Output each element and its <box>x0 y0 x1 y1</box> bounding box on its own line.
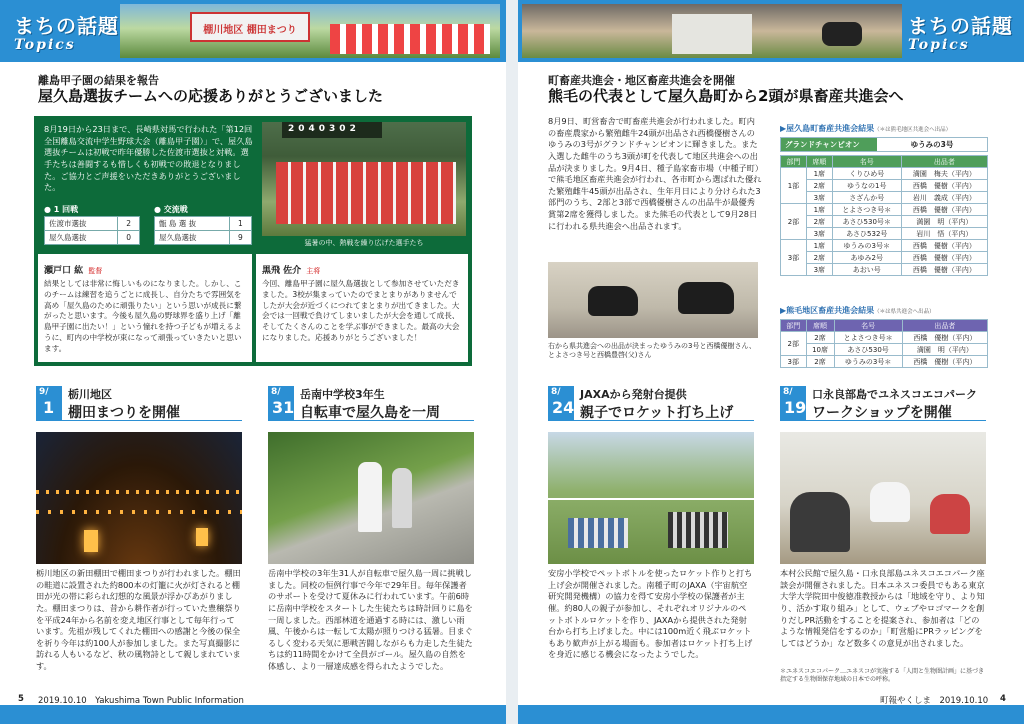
tanada-text: 栃川地区の新田棚田で棚田まつりが行われました。棚田の畦道に設置された約800本の灯籠に火が灯されると棚田が光の帯に彩られ幻想的な風景が浮かびあがりました。棚田まつりは、昔から耕作者が行っていた豊穣祭りを平成24年から名前を変え地区行事として毎年行っています。先祖が残してくれた棚田への感謝と今後の保全を祈り今年は約100人が参加しました。また写真撮影に訪れる人もいるなど、秋の風物詩として親しまれています。 <box>36 568 241 672</box>
brand-title: まちの話題 <box>14 14 119 38</box>
players-image <box>276 162 456 224</box>
brand-subtitle: Topics <box>14 37 76 53</box>
cyclist-image <box>392 468 412 528</box>
footer-right-text: 町報やくしま 2019.10.10 <box>880 696 989 706</box>
footer-bar-right <box>518 705 1024 724</box>
captain-comment: 今回、離島甲子園に屋久島選抜として参加させていただきました。3校が集まっていたのでまとまりがありませんでしたが大会が近づくにつれてまとまりが出てきました。大会では一回戦で負けてしまいましたが大会を通して成長、そしてたくさんのことを学ぶ事ができました。最高の大会になりました。応援ありがとうございました！ <box>262 279 460 342</box>
header-photo-events <box>522 4 902 58</box>
grand-champion-row: グランドチャンピオン ゆうみの3号 <box>780 137 988 152</box>
footer-bar-left <box>0 705 506 724</box>
cattle-image <box>822 22 862 46</box>
participant-image <box>870 482 910 522</box>
event-image <box>672 14 752 54</box>
town-results <box>780 116 988 276</box>
bicycle-headline: 自転車で屋久島を一周 <box>300 405 440 421</box>
unesco-note: ＊ユネスコエコパーク…ユネスコが実施する「人間と生物圏計画」に基づき指定する生物圏保存地域の日本での呼称。 <box>780 668 985 684</box>
cattle-text: 8月9日、町営畜舎で町畜産共進会が行われました。町内の畜産農家から繁殖雌牛24頭が出品され西橋優樹さんのゆうみの3号がグランドチャンピオンに輝きました。また入選した雌牛のうち3頭が町を代表して地区共進会への出品が決まりました。9月4日、種子島家畜市場（中種子町）で熊毛地区畜産共進会が行われ、各市町から選ばれた優れた繁殖雌牛45頭が出品され、生年月日により分けられた3部門のうち、2部と3部で西橋優樹さんの出品牛が最優秀賞第2席を獲得しました。また熊毛の代表として9月28日に行われる県共進会へ出品されます。 <box>548 116 762 231</box>
coach-name: 瀬戸口 紘 <box>44 266 84 276</box>
header-right <box>518 0 1024 62</box>
round2-label: ● 交流戦 <box>154 205 188 214</box>
tanada-title <box>68 386 180 422</box>
town-results-table: 部門 席順 名号 出品者 1部 1席 くりひめ号 満園 梅夫（平内） 2席 ゆうなの1号 西橋 優樹（平内） 3席 さざんか号 岩川 義成（平内） 2部 1席 とよさつき号＊ 西橋 優樹（平内） 2席 あさひ530号＊ 満園 明（平内） 3席 あさひ532号 岩川 悟（平内） 3部 1席 ゆうみの3号＊ 西橋 優樹（平内） 2席 あゆみ2号 西橋 優樹（平内） 3席 あおい号 西橋 優樹（平内） <box>780 155 988 276</box>
unesco-kicker: 口永良部島でユネスコエコパーク <box>812 388 977 401</box>
brand-subtitle: Topics <box>908 37 970 53</box>
page-number-left: 5 <box>18 694 24 704</box>
festival-banner: 棚川地区 棚田まつり <box>190 12 310 42</box>
cattle-photo <box>548 262 758 338</box>
scoreboard: 2040302 <box>282 122 382 138</box>
coach-comment: 結果としては非常に悔しいものになりました。しかし、このチームは練習を追うごとに成長し、自分たちで雰囲気を高め「屋久島のために頑張りたい」という思いが成長に繋がったと思います。今後も屋久島の野球界を盛り上げ「離島甲子園に出たい！」という憧れを持つ子どもが増えるように、町内の中学校が束になって頑張っていきたいと思います。 <box>44 279 242 353</box>
rocket-title <box>580 386 733 422</box>
workshop-photo <box>780 432 986 564</box>
unesco-title <box>812 386 977 422</box>
cow-image <box>678 282 734 314</box>
town-results-title: ▶屋久島町畜産共進会結果 <box>780 124 875 133</box>
comment-captain <box>256 254 468 362</box>
team-crowd-image <box>330 24 490 54</box>
page-number-right: 4 <box>1000 694 1006 704</box>
brand-left <box>14 10 119 53</box>
rocket-kicker: JAXAから発射台提供 <box>580 388 687 401</box>
cow-image <box>588 286 638 316</box>
rocket-headline: 親子でロケット打ち上げ <box>580 405 734 421</box>
tanada-kicker: 栃川地区 <box>68 388 112 401</box>
rocket-photo <box>548 432 754 564</box>
cyclist-image <box>358 462 382 532</box>
participant-image <box>930 494 970 534</box>
koshien-box <box>34 116 472 366</box>
bicycle-kicker: 岳南中学校3年生 <box>300 388 385 401</box>
round1-table: 佐渡市選抜 2 屋久島選抜 0 <box>44 216 140 245</box>
brand-right <box>908 10 1013 53</box>
gutter <box>506 0 518 724</box>
unesco-text: 本村公民館で屋久島・口永良部島ユネスコエコパーク座談会が開催されました。日本ユネスコ委員でもある東京大学大学院田中俊徳准教授からは「地域を守り、より知り、活かす取り組み」として、ウェブやロゴマークを創りだしPR活動をすることを提案され、参加者は「どのような情報発信をするのか」「町営船にPRラッピングをしてはどうか」など数多くの意見が出されました。 <box>780 568 985 648</box>
round1-label: ● 1 回戦 <box>44 205 79 214</box>
coach-role: 監督 <box>88 267 103 275</box>
date-badge-bicycle: 8/ 31 <box>268 386 294 420</box>
bicycle-text: 岳南中学校の3年生31人が自転車で屋久島一周に挑戦しました。同校の恒例行事で今年で29年目。毎年保護者のサポートを受けて夏休みに行われています。午前6時に岳南中学校をスタートした生徒たちは時計回りに島を一周しました。西部林道を通過する時には、激しい雨風、午後からは一転して太陽が照りつける猛暑。目まぐるしく変わる天気に悪戦苦闘しながらも力走した生徒たちは約11時間をかけて全員がゴール。屋久島の自然を体感し、より一層達成感を得られたようでした。 <box>268 568 473 672</box>
captain-name: 黒飛 佐介 <box>262 266 302 276</box>
lantern-icon <box>196 528 208 546</box>
participant-image <box>790 492 850 552</box>
rocket-text: 安房小学校でペットボトルを使ったロケット作りと打ち上げ会が開催されました。南種子町のJAXA（宇宙航空研究開発機構）の協力を得て安房小学校の保護者が主催。約80人の親子が参加し、それぞれオリジナルのペットボトルロケットを作り、JAXAから提供された発射台から打ち上げました。中には100m近く飛ぶロケットもあり歓声が上がる場面も。参加者はロケット打ち上げを身近に感じる機会になったようでした。 <box>548 568 753 660</box>
cattle-kicker: 町畜産共進会・地区畜産共進会を開催 <box>548 74 735 87</box>
lantern-icon <box>84 530 98 552</box>
koshien-kicker: 離島甲子園の結果を報告 <box>38 74 159 87</box>
header-photo-baseball <box>120 4 500 58</box>
lantern-photo <box>36 432 242 564</box>
tanada-headline: 棚田まつりを開催 <box>68 405 180 421</box>
bicycle-title <box>300 386 440 422</box>
date-badge-unesco: 8/ 19 <box>780 386 806 420</box>
koshien-headline: 屋久島選抜チームへの応援ありがとうございました <box>38 87 384 105</box>
children-image <box>568 518 628 548</box>
date-badge-tanada: 9/ 1 <box>36 386 62 420</box>
region-results <box>780 298 988 368</box>
round2-table: 甑 島 選 抜 1 屋久島選抜 9 <box>154 216 252 245</box>
children-image <box>668 512 728 548</box>
brand-title: まちの話題 <box>908 14 1013 38</box>
comment-coach <box>38 254 252 362</box>
region-results-note: （＊は県共進会へ出品） <box>874 309 935 315</box>
region-results-title: ▶熊毛地区畜産共進会結果 <box>780 306 875 315</box>
cattle-caption: 右から県共進会への出品が決まったゆうみの3号と西橋優樹さん、とよさつき号と西橋豊啓(父)さん <box>548 342 756 360</box>
cattle-headline: 熊毛の代表として屋久島町から2頭が県畜産共進会へ <box>548 87 904 105</box>
footer-left-text: 2019.10.10 Yakushima Town Public Information <box>38 696 244 706</box>
town-results-note: （＊は熊毛地区共進会へ出品） <box>874 127 952 133</box>
captain-role: 主将 <box>306 267 321 275</box>
photo-caption: 猛暑の中、熱戦を繰り広げた選手たち <box>304 239 424 247</box>
team-photo <box>262 122 466 236</box>
unesco-headline: ワークショップを開催 <box>812 405 952 421</box>
header-left <box>0 0 506 62</box>
cyclists-photo <box>268 432 474 564</box>
region-results-table: 部門 席順 名号 出品者 2部 2席 とよさつき号＊ 西橋 優樹（平内） 10席 あさひ530号 満園 明（平内） 3部 2席 ゆうみの3号＊ 西橋 優樹（平内） <box>780 319 988 368</box>
date-badge-rocket: 8/ 24 <box>548 386 574 420</box>
koshien-intro: 8月19日から23日まで、長崎県対馬で行われた「第12回全国離島交流中学生野球大会（離島甲子園）」で、屋久島選抜チームは初戦で昨年優勝した佐渡市選抜と対戦。選手たちは善闘するも惜しくも初戦での敗退となりました。ご協力とご声援をいただきありがとうございました。 <box>44 124 253 193</box>
